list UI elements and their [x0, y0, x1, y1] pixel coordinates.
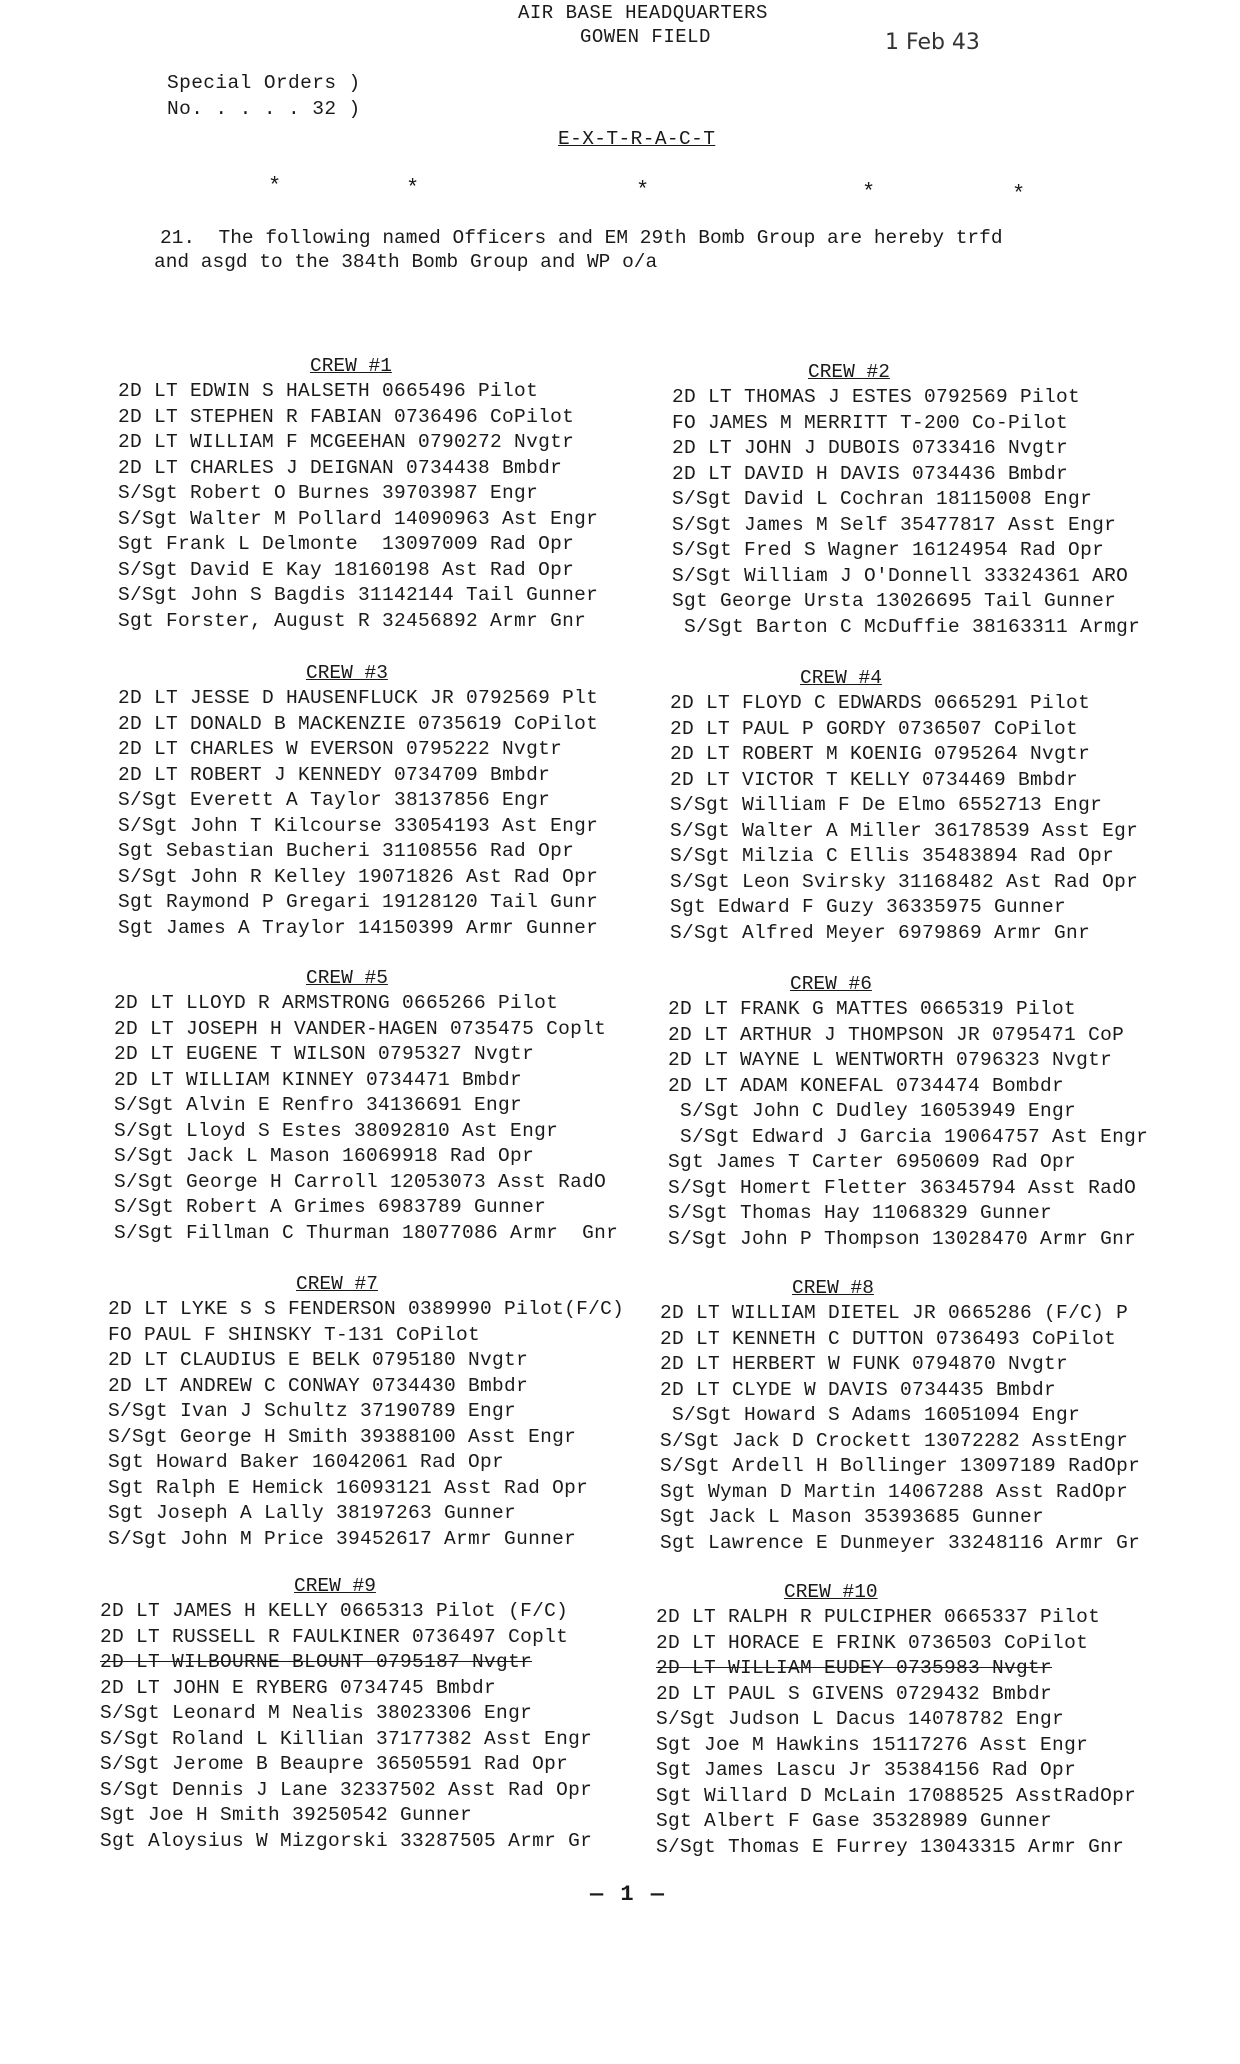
crew-member: S/Sgt David E Kay 18160198 Ast Rad Opr	[118, 558, 575, 581]
crew-member: S/Sgt Walter A Miller 36178539 Asst Egr	[670, 819, 1139, 842]
crew-member: Sgt Forster, August R 32456892 Armr Gnr	[118, 609, 587, 632]
crew-member: S/Sgt Edward J Garcia 19064757 Ast Engr	[668, 1125, 1149, 1148]
crew-member: S/Sgt Judson L Dacus 14078782 Engr	[656, 1708, 1065, 1730]
crew-member: S/Sgt John T Kilcourse 33054193 Ast Engr	[118, 814, 599, 837]
crew-member: S/Sgt Leon Svirsky 31168482 Ast Rad Opr	[670, 870, 1139, 893]
crew-title: CREW #9	[294, 1575, 376, 1597]
crew-member: 2D LT ANDREW C CONWAY 0734430 Bmbdr	[108, 1374, 529, 1397]
crew-member: S/Sgt Robert A Grimes 6983789 Gunner	[114, 1196, 547, 1218]
crew-member: Sgt Joe H Smith 39250542 Gunner	[100, 1804, 473, 1826]
crew-member: 2D LT CLYDE W DAVIS 0734435 Bmbdr	[660, 1378, 1057, 1401]
crew-member: 2D LT HERBERT W FUNK 0794870 Nvgtr	[660, 1353, 1069, 1375]
crew-member: S/Sgt George H Carroll 12053073 Asst RadO	[114, 1170, 607, 1193]
crew-member: 2D LT JOSEPH H VANDER-HAGEN 0735475 Coplt	[114, 1017, 607, 1040]
crew-member: 2D LT WILBOURNE BLOUNT 0795187 Nvgtr	[100, 1651, 533, 1673]
crew-member: S/Sgt Milzia C Ellis 35483894 Rad Opr	[670, 845, 1115, 867]
crew-member: 2D LT WILLIAM KINNEY 0734471 Bmbdr	[114, 1068, 523, 1091]
special-orders-number: No. . . . . 32 )	[167, 98, 361, 120]
crew-block-4	[670, 666, 1230, 946]
header-title: AIR BASE HEADQUARTERS	[518, 2, 768, 24]
crew-block-1	[118, 354, 678, 634]
crew-member: 2D LT LLOYD R ARMSTRONG 0665266 Pilot	[114, 992, 559, 1014]
crew-member: 2D LT EUGENE T WILSON 0795327 Nvgtr	[114, 1043, 535, 1065]
crew-title: CREW #10	[784, 1581, 878, 1603]
crew-title: CREW #4	[800, 667, 882, 689]
crew-title: CREW #5	[306, 967, 388, 989]
crew-member: Sgt Wyman D Martin 14067288 Asst RadOpr	[660, 1480, 1129, 1503]
crew-member: Sgt James Lascu Jr 35384156 Rad Opr	[656, 1759, 1077, 1781]
crew-member: Sgt Raymond P Gregari 19128120 Tail Gunr	[118, 891, 599, 913]
crew-member: S/Sgt Fred S Wagner 16124954 Rad Opr	[672, 539, 1105, 561]
crew-member: 2D LT ROBERT J KENNEDY 0734709 Bmbdr	[118, 763, 551, 786]
crew-member: Sgt Ralph E Hemick 16093121 Asst Rad Opr	[108, 1476, 589, 1499]
star-separator: *	[268, 174, 282, 199]
crew-member: 2D LT ROBERT M KOENIG 0795264 Nvgtr	[670, 743, 1091, 765]
crew-member: S/Sgt Jack D Crockett 13072282 AsstEngr	[660, 1429, 1129, 1452]
crew-member: S/Sgt Thomas Hay 11068329 Gunner	[668, 1202, 1053, 1224]
crew-block-5	[114, 966, 674, 1246]
crew-member: FO PAUL F SHINSKY T-131 CoPilot	[108, 1323, 481, 1346]
crew-block-7	[108, 1272, 668, 1552]
crew-member: Sgt Sebastian Bucheri 31108556 Rad Opr	[118, 840, 575, 862]
crew-member: S/Sgt Roland L Killian 37177382 Asst Engr	[100, 1727, 593, 1750]
crew-title: CREW #6	[790, 973, 872, 995]
handwritten-date: 1 Feb 43	[885, 30, 980, 55]
crew-member: 2D LT HORACE E FRINK 0736503 CoPilot	[656, 1631, 1089, 1654]
crew-title: CREW #3	[306, 662, 388, 684]
crew-member: Sgt Willard D McLain 17088525 AsstRadOpr	[656, 1784, 1137, 1807]
crew-member: S/Sgt Howard S Adams 16051094 Engr	[660, 1404, 1081, 1426]
star-separator: *	[636, 178, 650, 203]
crew-member: 2D LT JESSE D HAUSENFLUCK JR 0792569 Plt	[118, 687, 599, 709]
crew-member: 2D LT KENNETH C DUTTON 0736493 CoPilot	[660, 1327, 1117, 1350]
crew-member: 2D LT JOHN E RYBERG 0734745 Bmbdr	[100, 1676, 497, 1699]
crew-member: 2D LT WILLIAM DIETEL JR 0665286 (F/C) P	[660, 1302, 1129, 1324]
crew-member: S/Sgt Homert Fletter 36345794 Asst RadO	[668, 1176, 1137, 1199]
crew-member: S/Sgt Alfred Meyer 6979869 Armr Gnr	[670, 921, 1091, 944]
star-separator: *	[406, 176, 420, 201]
crew-member: S/Sgt Jerome B Beaupre 36505591 Rad Opr	[100, 1753, 569, 1775]
crew-member: S/Sgt John M Price 39452617 Armr Gunner	[108, 1527, 577, 1550]
crew-member: S/Sgt William F De Elmo 6552713 Engr	[670, 794, 1103, 816]
crew-member: S/Sgt Ardell H Bollinger 13097189 RadOpr	[660, 1455, 1141, 1477]
crew-member: 2D LT RUSSELL R FAULKINER 0736497 Coplt	[100, 1625, 569, 1648]
crew-member: Sgt Edward F Guzy 36335975 Gunner	[670, 896, 1067, 918]
crew-member: 2D LT ADAM KONEFAL 0734474 Bombdr	[668, 1074, 1065, 1097]
crew-member: 2D LT LYKE S S FENDERSON 0389990 Pilot(F/C)	[108, 1298, 625, 1320]
crew-block-2	[672, 360, 1232, 640]
crew-member: S/Sgt Jack L Mason 16069918 Rad Opr	[114, 1145, 535, 1167]
crew-member: S/Sgt Leonard M Nealis 38023306 Engr	[100, 1702, 533, 1724]
star-separator: *	[862, 180, 876, 205]
crew-block-10	[656, 1580, 1216, 1860]
crew-member: Sgt Aloysius W Mizgorski 33287505 Armr Gr	[100, 1829, 593, 1852]
crew-member: S/Sgt John P Thompson 13028470 Armr Gnr	[668, 1227, 1137, 1250]
crew-member: 2D LT THOMAS J ESTES 0792569 Pilot	[672, 386, 1081, 408]
crew-member: 2D LT RALPH R PULCIPHER 0665337 Pilot	[656, 1606, 1101, 1628]
crew-member: S/Sgt John S Bagdis 31142144 Tail Gunner	[118, 584, 599, 606]
crew-member: S/Sgt Everett A Taylor 38137856 Engr	[118, 789, 551, 811]
crew-member: Sgt Joseph A Lally 38197263 Gunner	[108, 1502, 517, 1524]
paragraph-line: and asgd to the 384th Bomb Group and WP o/a	[154, 251, 658, 273]
crew-block-3	[118, 661, 678, 941]
crew-member: S/Sgt William J O'Donnell 33324361 ARO	[672, 564, 1129, 587]
crew-member: Sgt Albert F Gase 35328989 Gunner	[656, 1810, 1053, 1832]
crew-member: 2D LT EDWIN S HALSETH 0665496 Pilot	[118, 380, 539, 402]
crew-member: FO JAMES M MERRITT T-200 Co-Pilot	[672, 411, 1069, 434]
crew-member: S/Sgt Lloyd S Estes 38092810 Ast Engr	[114, 1119, 559, 1142]
crew-member: 2D LT JOHN J DUBOIS 0733416 Nvgtr	[672, 437, 1069, 459]
crew-member: S/Sgt James M Self 35477817 Asst Engr	[672, 513, 1117, 536]
crew-block-6	[668, 972, 1228, 1252]
crew-member: 2D LT CHARLES J DEIGNAN 0734438 Bmbdr	[118, 456, 563, 479]
star-separator: *	[1012, 182, 1026, 207]
crew-member: S/Sgt Ivan J Schultz 37190789 Engr	[108, 1400, 517, 1422]
crew-member: Sgt Joe M Hawkins 15117276 Asst Engr	[656, 1733, 1089, 1756]
crew-title: CREW #8	[792, 1277, 874, 1299]
extract-title: E-X-T-R-A-C-T	[558, 128, 716, 150]
crew-member: 2D LT WILLIAM F MCGEEHAN 0790272 Nvgtr	[118, 431, 575, 453]
crew-member: S/Sgt John C Dudley 16053949 Engr	[668, 1100, 1077, 1122]
crew-member: 2D LT DONALD B MACKENZIE 0735619 CoPilot	[118, 712, 599, 735]
orders-paragraph	[154, 226, 1110, 274]
crew-member: 2D LT CLAUDIUS E BELK 0795180 Nvgtr	[108, 1349, 529, 1371]
crew-member: Sgt Howard Baker 16042061 Rad Opr	[108, 1451, 505, 1473]
crew-block-9	[100, 1574, 660, 1854]
crew-member: S/Sgt David L Cochran 18115008 Engr	[672, 488, 1093, 510]
crew-member: S/Sgt Dennis J Lane 32337502 Asst Rad Opr	[100, 1778, 593, 1801]
crew-member: S/Sgt Fillman C Thurman 18077086 Armr Gnr	[114, 1221, 619, 1244]
crew-member: 2D LT WILLIAM EUDEY 0735983 Nvgtr	[656, 1657, 1053, 1679]
crew-member: 2D LT STEPHEN R FABIAN 0736496 CoPilot	[118, 405, 575, 428]
crew-member: S/Sgt Robert O Burnes 39703987 Engr	[118, 482, 539, 504]
special-orders-label: Special Orders )	[167, 72, 361, 94]
page-number: — 1 —	[590, 1882, 667, 1907]
crew-member: 2D LT DAVID H DAVIS 0734436 Bmbdr	[672, 462, 1069, 485]
crew-title: CREW #1	[310, 355, 392, 377]
crew-member: Sgt James T Carter 6950609 Rad Opr	[668, 1151, 1077, 1173]
crew-member: S/Sgt John R Kelley 19071826 Ast Rad Opr	[118, 865, 599, 888]
crew-member: S/Sgt George H Smith 39388100 Asst Engr	[108, 1425, 577, 1448]
crew-member: S/Sgt Walter M Pollard 14090963 Ast Engr	[118, 507, 599, 530]
crew-member: 2D LT CHARLES W EVERSON 0795222 Nvgtr	[118, 738, 563, 760]
crew-member: S/Sgt Alvin E Renfro 34136691 Engr	[114, 1094, 523, 1116]
crew-member: 2D LT ARTHUR J THOMPSON JR 0795471 CoP	[668, 1023, 1125, 1046]
crew-member: Sgt Frank L Delmonte 13097009 Rad Opr	[118, 533, 575, 555]
crew-title: CREW #2	[808, 361, 890, 383]
crew-member: 2D LT WAYNE L WENTWORTH 0796323 Nvgtr	[668, 1049, 1113, 1071]
crew-member: S/Sgt Barton C McDuffie 38163311 Armgr	[672, 615, 1141, 638]
crew-block-8	[660, 1276, 1230, 1556]
crew-member: 2D LT FRANK G MATTES 0665319 Pilot	[668, 998, 1077, 1020]
crew-member: S/Sgt Thomas E Furrey 13043315 Armr Gnr	[656, 1835, 1125, 1858]
crew-member: Sgt James A Traylor 14150399 Armr Gunner	[118, 916, 599, 939]
crew-member: 2D LT PAUL P GORDY 0736507 CoPilot	[670, 717, 1079, 740]
paragraph-line: 21. The following named Officers and EM 29th Bomb Group are hereby trfd	[160, 227, 1003, 249]
crew-member: Sgt Jack L Mason 35393685 Gunner	[660, 1506, 1045, 1528]
crew-member: Sgt George Ursta 13026695 Tail Gunner	[672, 590, 1117, 612]
crew-member: 2D LT VICTOR T KELLY 0734469 Bmbdr	[670, 768, 1079, 791]
crew-title: CREW #7	[296, 1273, 378, 1295]
crew-member: 2D LT JAMES H KELLY 0665313 Pilot (F/C)	[100, 1600, 569, 1622]
header-subtitle: GOWEN FIELD	[580, 26, 711, 48]
crew-member: 2D LT FLOYD C EDWARDS 0665291 Pilot	[670, 692, 1091, 714]
crew-member: Sgt Lawrence E Dunmeyer 33248116 Armr Gr	[660, 1531, 1141, 1554]
crew-member: 2D LT PAUL S GIVENS 0729432 Bmbdr	[656, 1682, 1053, 1705]
